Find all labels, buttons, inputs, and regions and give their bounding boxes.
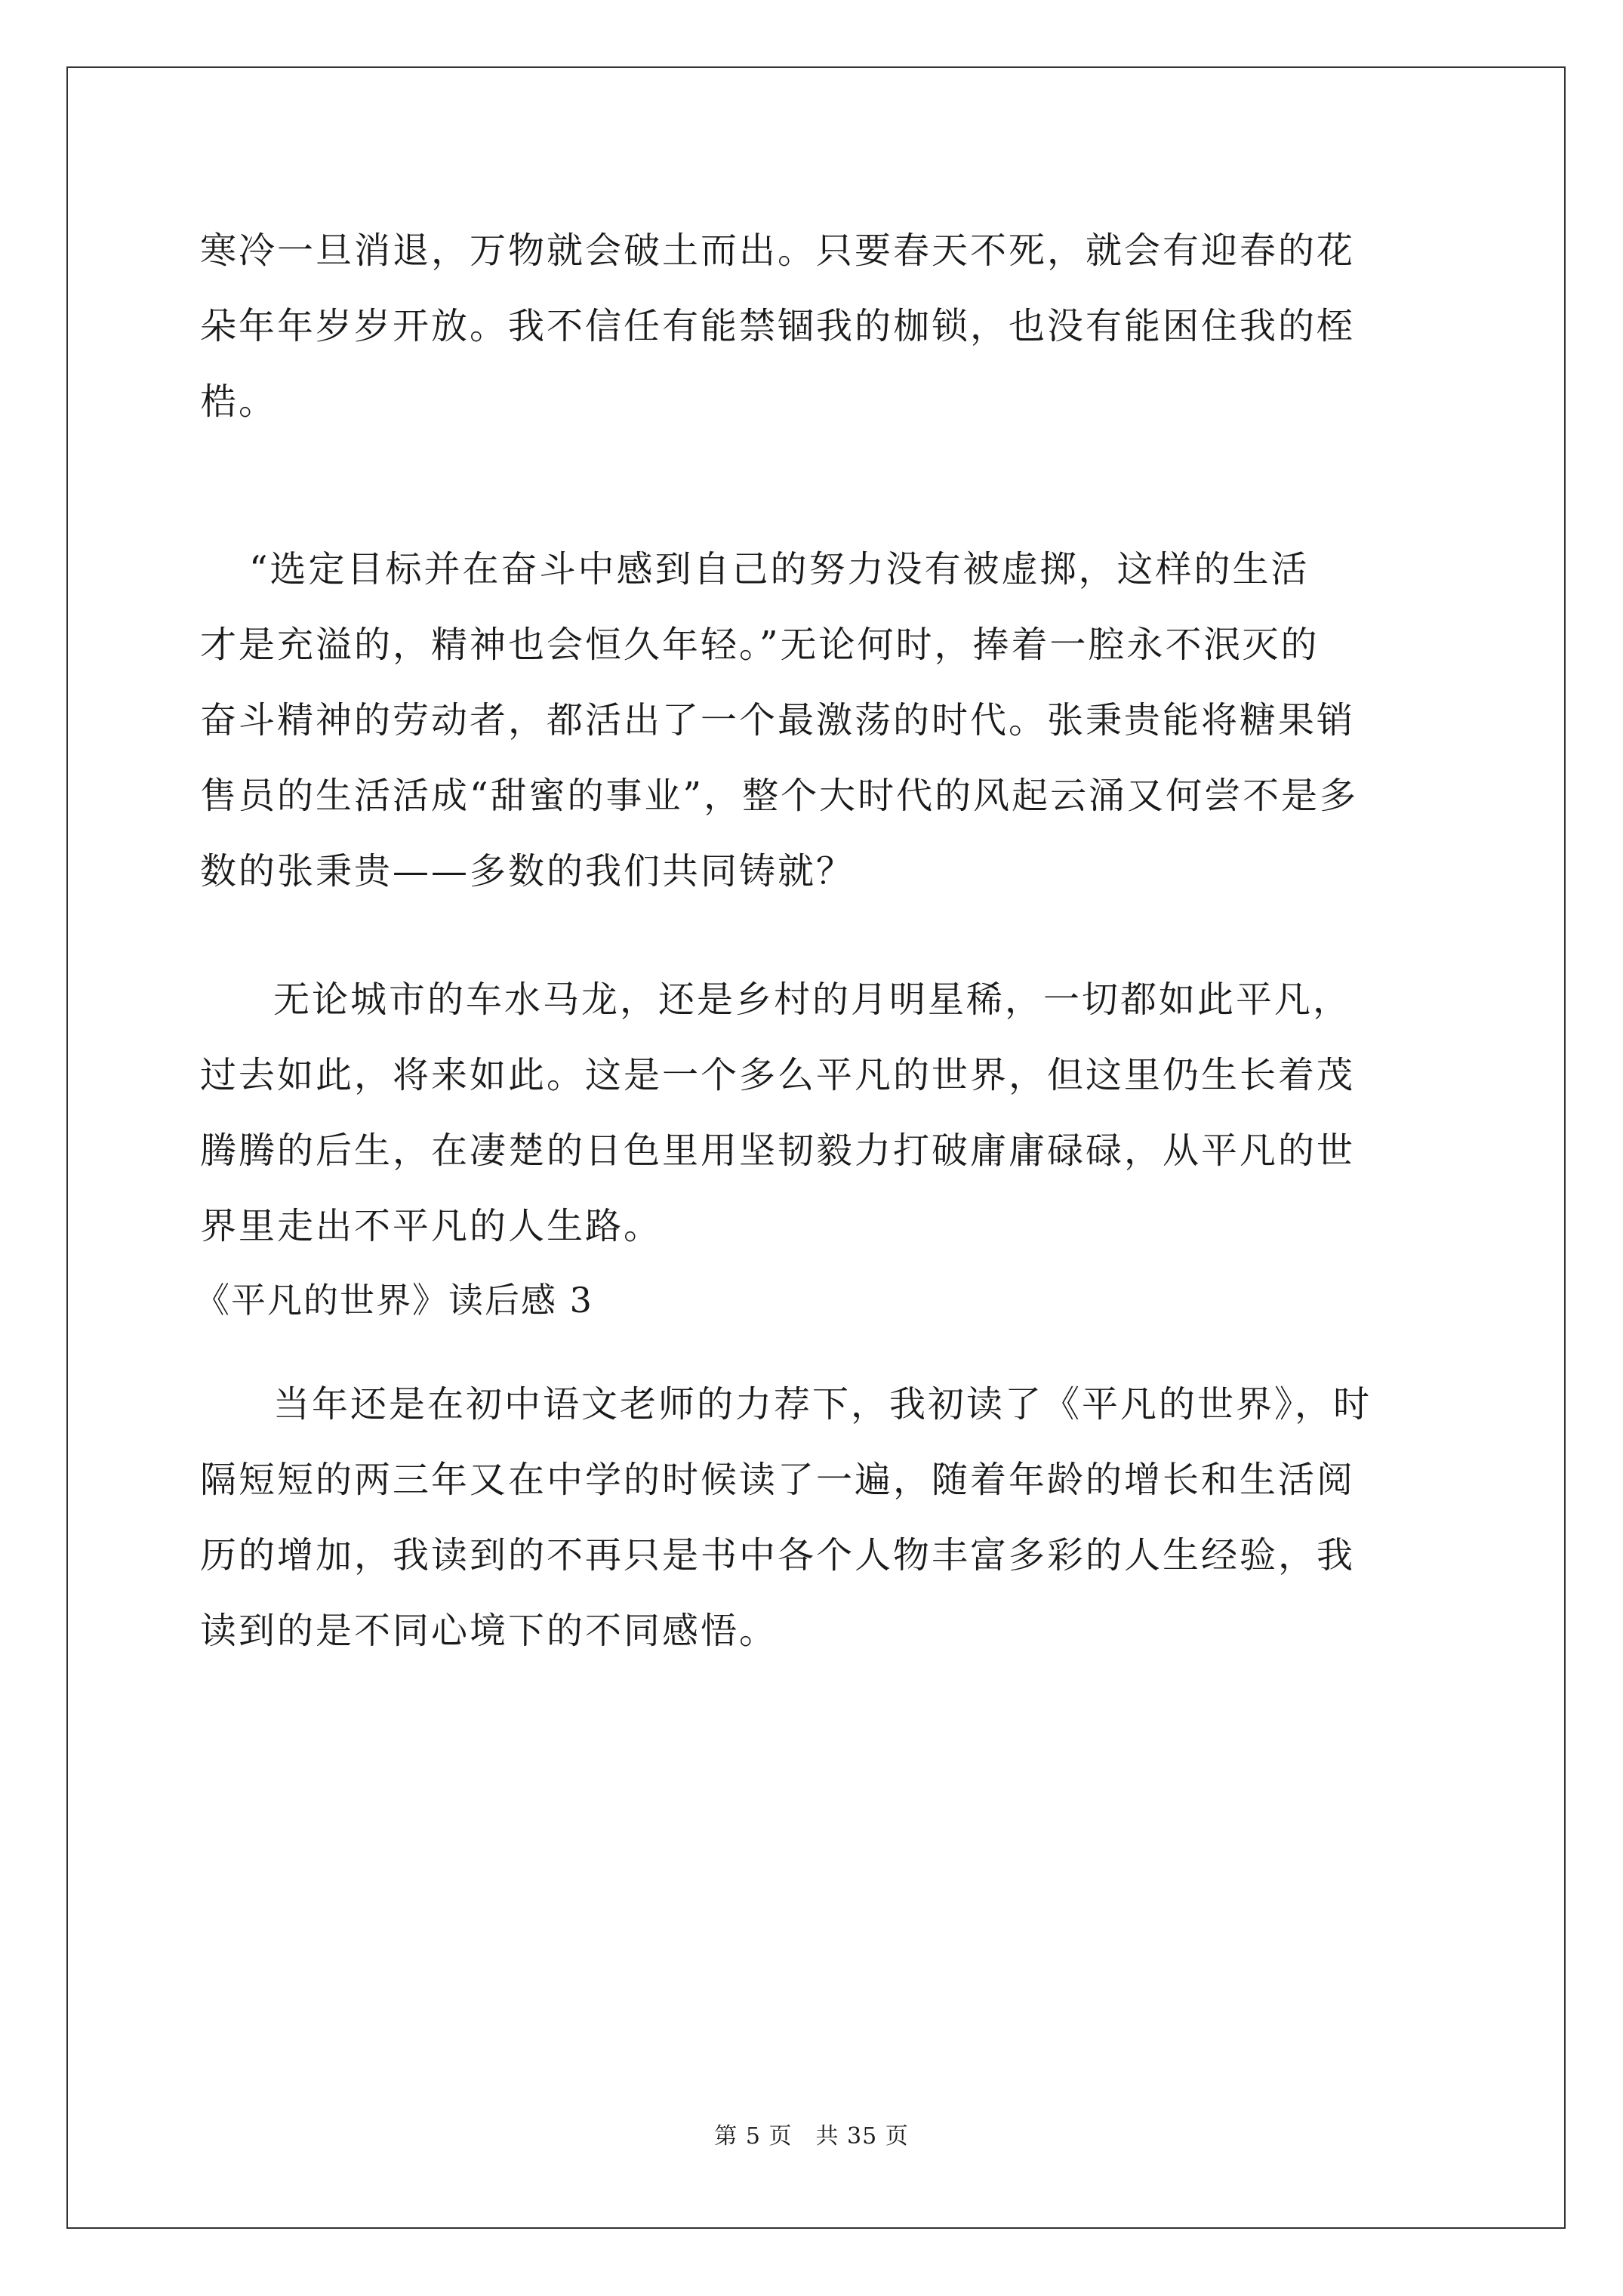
page-number-footer: 第 5 页 共 35 页 (714, 2123, 909, 2150)
paragraph-line: 历的增加，我读到的不再只是书中各个人物丰富多彩的人生经验，我 (200, 1534, 1356, 1576)
paragraph-line: 无论城市的车水马龙，还是乡村的月明星稀，一切都如此平凡， (273, 978, 1352, 1021)
paragraph-line: 朵年年岁岁开放。我不信任有能禁锢我的枷锁，也没有能困住我的桎 (200, 305, 1356, 347)
paragraph-line: 奋斗精神的劳动者，都活出了一个最激荡的时代。张秉贵能将糖果销 (200, 699, 1356, 741)
paragraph-line: 界里走出不平凡的人生路。 (200, 1205, 663, 1247)
paragraph-line: 售员的生活活成“甜蜜的事业”，整个大时代的风起云涌又何尝不是多 (200, 775, 1359, 817)
paragraph-line: 寒冷一旦消退，万物就会破土而出。只要春天不死，就会有迎春的花 (200, 230, 1356, 272)
paragraph-line: 腾腾的后生，在凄楚的日色里用坚韧毅力打破庸庸碌碌，从平凡的世 (200, 1130, 1356, 1172)
paragraph-line: 才是充溢的，精神也会恒久年轻。”无论何时，捧着一腔永不泯灭的 (200, 624, 1320, 666)
paragraph-line: 读到的是不同心境下的不同感悟。 (200, 1610, 778, 1652)
paragraph-line: 梏。 (200, 381, 278, 423)
paragraph-line: 当年还是在初中语文老师的力荐下，我初读了《平凡的世界》，时 (273, 1383, 1372, 1425)
paragraph-line: “选定目标并在奋斗中感到自己的努力没有被虚掷，这样的生活 (249, 548, 1310, 590)
section-heading: 《平凡的世界》读后感 3 (195, 1280, 593, 1321)
paragraph-line: 隔短短的两三年又在中学的时候读了一遍，随着年龄的增长和生活阅 (200, 1459, 1356, 1501)
paragraph-line: 数的张秉贵——多数的我们共同铸就？ (200, 850, 855, 892)
paragraph-line: 过去如此，将来如此。这是一个多么平凡的世界，但这里仍生长着茂 (200, 1054, 1356, 1096)
